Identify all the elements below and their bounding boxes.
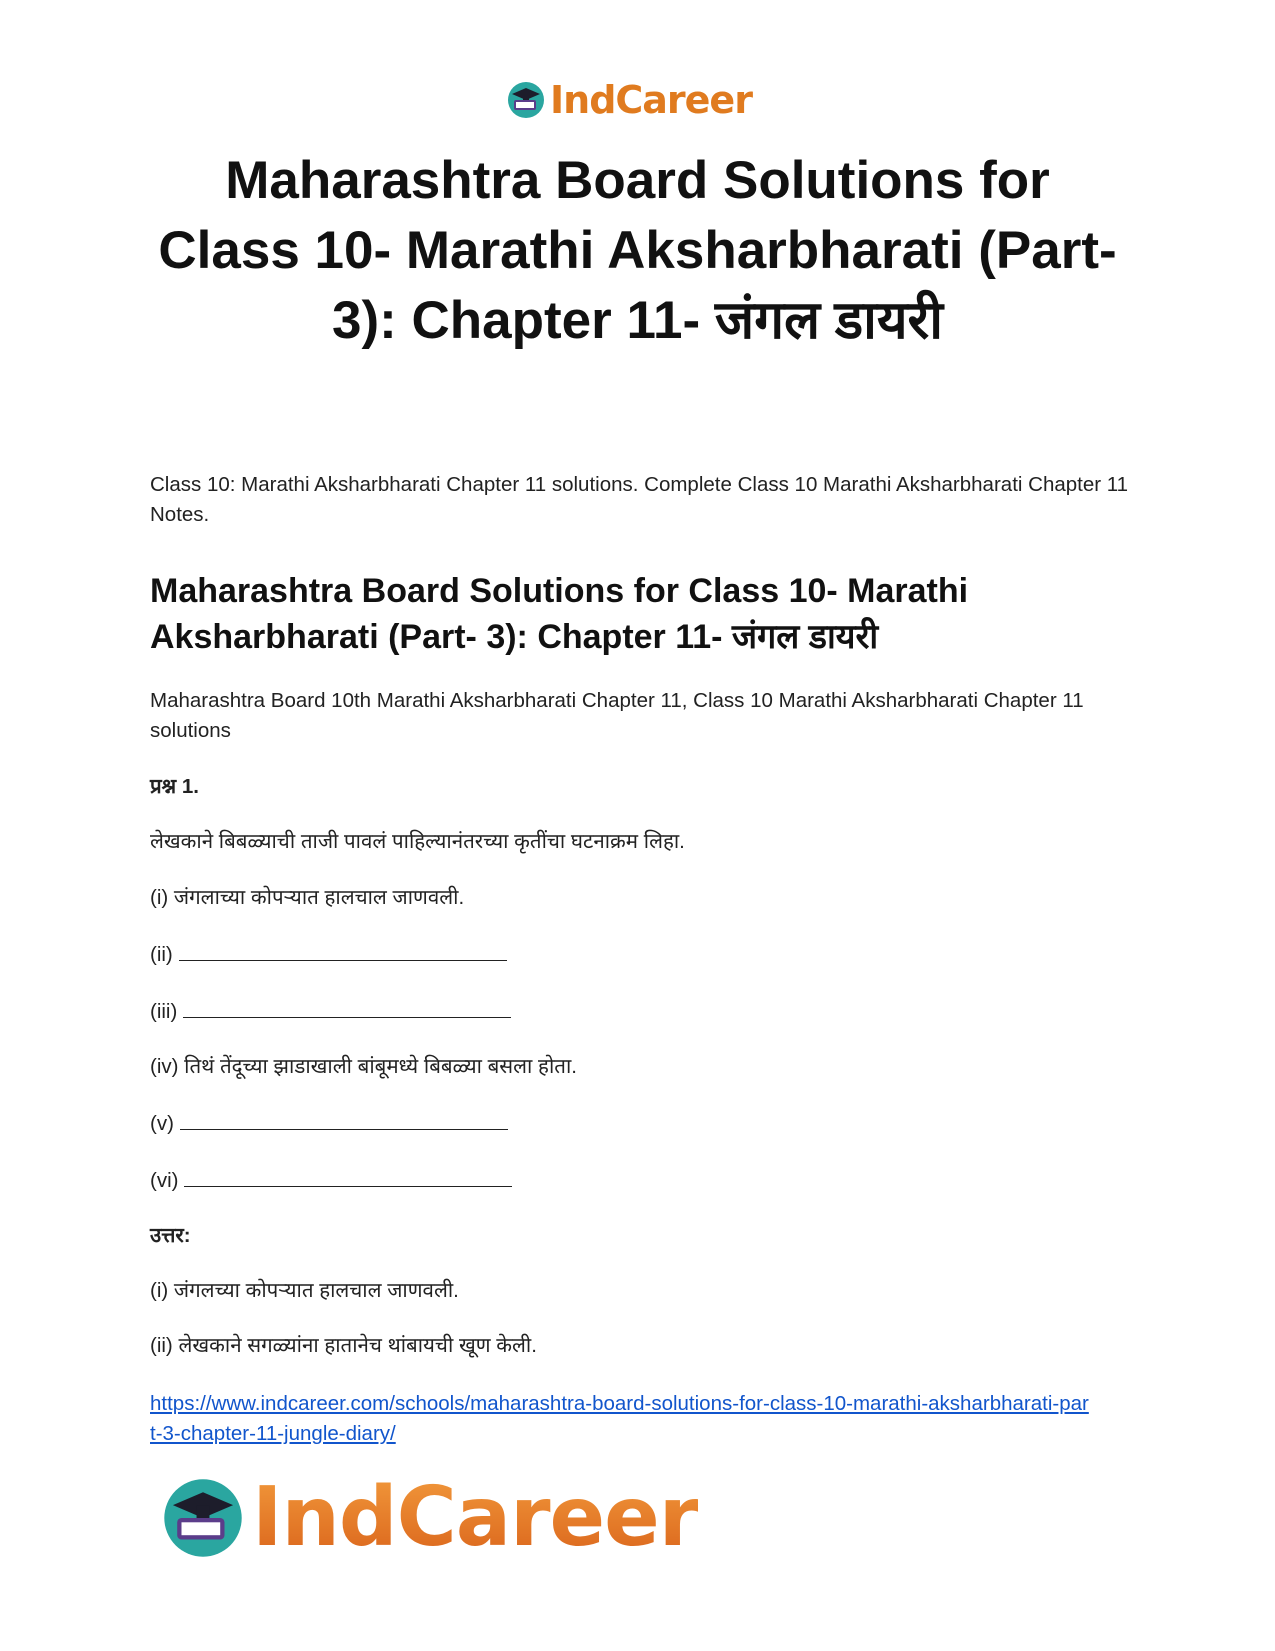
- answer-blank: [184, 1164, 512, 1187]
- item-number: (v): [150, 1112, 174, 1135]
- item-text: लेखकाने सगळ्यांना हातानेच थांबायची खूण केली.: [178, 1334, 537, 1357]
- subtitle-text: Maharashtra Board 10th Marathi Aksharbharati Chapter 11, Class 10 Marathi Aksharbharati Chapter 11 solutions: [150, 689, 1084, 742]
- item-number: (i): [150, 1279, 169, 1302]
- list-item: [150, 995, 1130, 1027]
- list-item: [150, 1107, 1130, 1139]
- item-number: (vi): [150, 1169, 179, 1192]
- list-item: [150, 1164, 1130, 1196]
- item-number: (ii): [150, 943, 173, 966]
- list-item: [150, 1052, 1130, 1082]
- section-heading: Maharashtra Board Solutions for Class 10- Marathi Aksharbharati (Part- 3): Chapter 11- जंगल डायरी: [150, 572, 969, 656]
- brand-name: IndCareer: [252, 1470, 699, 1565]
- source-link[interactable]: https://www.indcareer.com/schools/maharashtra-board-solutions-for-class-10-marathi-aksharbharati-part-3-chapter-11-jungle-diary/: [150, 1392, 1089, 1445]
- list-item: [150, 938, 1130, 970]
- answer-blank: [183, 995, 511, 1018]
- item-number: (iv): [150, 1055, 179, 1078]
- item-text: जंगलच्या कोपऱ्यात हालचाल जाणवली.: [173, 1279, 459, 1302]
- item-number: (i): [150, 886, 169, 909]
- intro-text: Class 10: Marathi Aksharbharati Chapter 11 solutions. Complete Class 10 Marathi Aksharbharati Chapter 11 Notes.: [150, 473, 1129, 526]
- item-text: जंगलाच्या कोपऱ्यात हालचाल जाणवली.: [173, 886, 465, 909]
- graduation-cap-book-icon: [160, 1475, 246, 1561]
- item-number: (ii): [150, 1334, 173, 1357]
- list-item: [150, 883, 1130, 913]
- item-text: तिथं तेंदूच्या झाडाखाली बांबूमध्ये बिबळ्या बसला होता.: [184, 1055, 577, 1078]
- question-label: प्रश्न 1.: [150, 775, 199, 798]
- question-text: लेखकाने बिबळ्याची ताजी पावलं पाहिल्यानंतरच्या कृतींचा घटनाक्रम लिहा.: [150, 830, 685, 853]
- answer-label: उत्तर:: [150, 1224, 191, 1247]
- document-body: [150, 470, 1130, 1449]
- page-title: Maharashtra Board Solutions for Class 10- Marathi Aksharbharati (Part- 3): Chapter 11- जंगल डायरी: [158, 151, 1117, 350]
- answer-item: [150, 1331, 1130, 1361]
- answer-blank: [179, 938, 507, 961]
- answer-blank: [180, 1107, 508, 1130]
- brand-name: IndCareer: [550, 78, 752, 122]
- indcareer-logo-top[interactable]: [506, 78, 752, 122]
- item-number: (iii): [150, 1000, 178, 1023]
- answer-item: [150, 1276, 1130, 1306]
- graduation-cap-book-icon: [506, 80, 546, 120]
- indcareer-logo-bottom[interactable]: [160, 1470, 698, 1566]
